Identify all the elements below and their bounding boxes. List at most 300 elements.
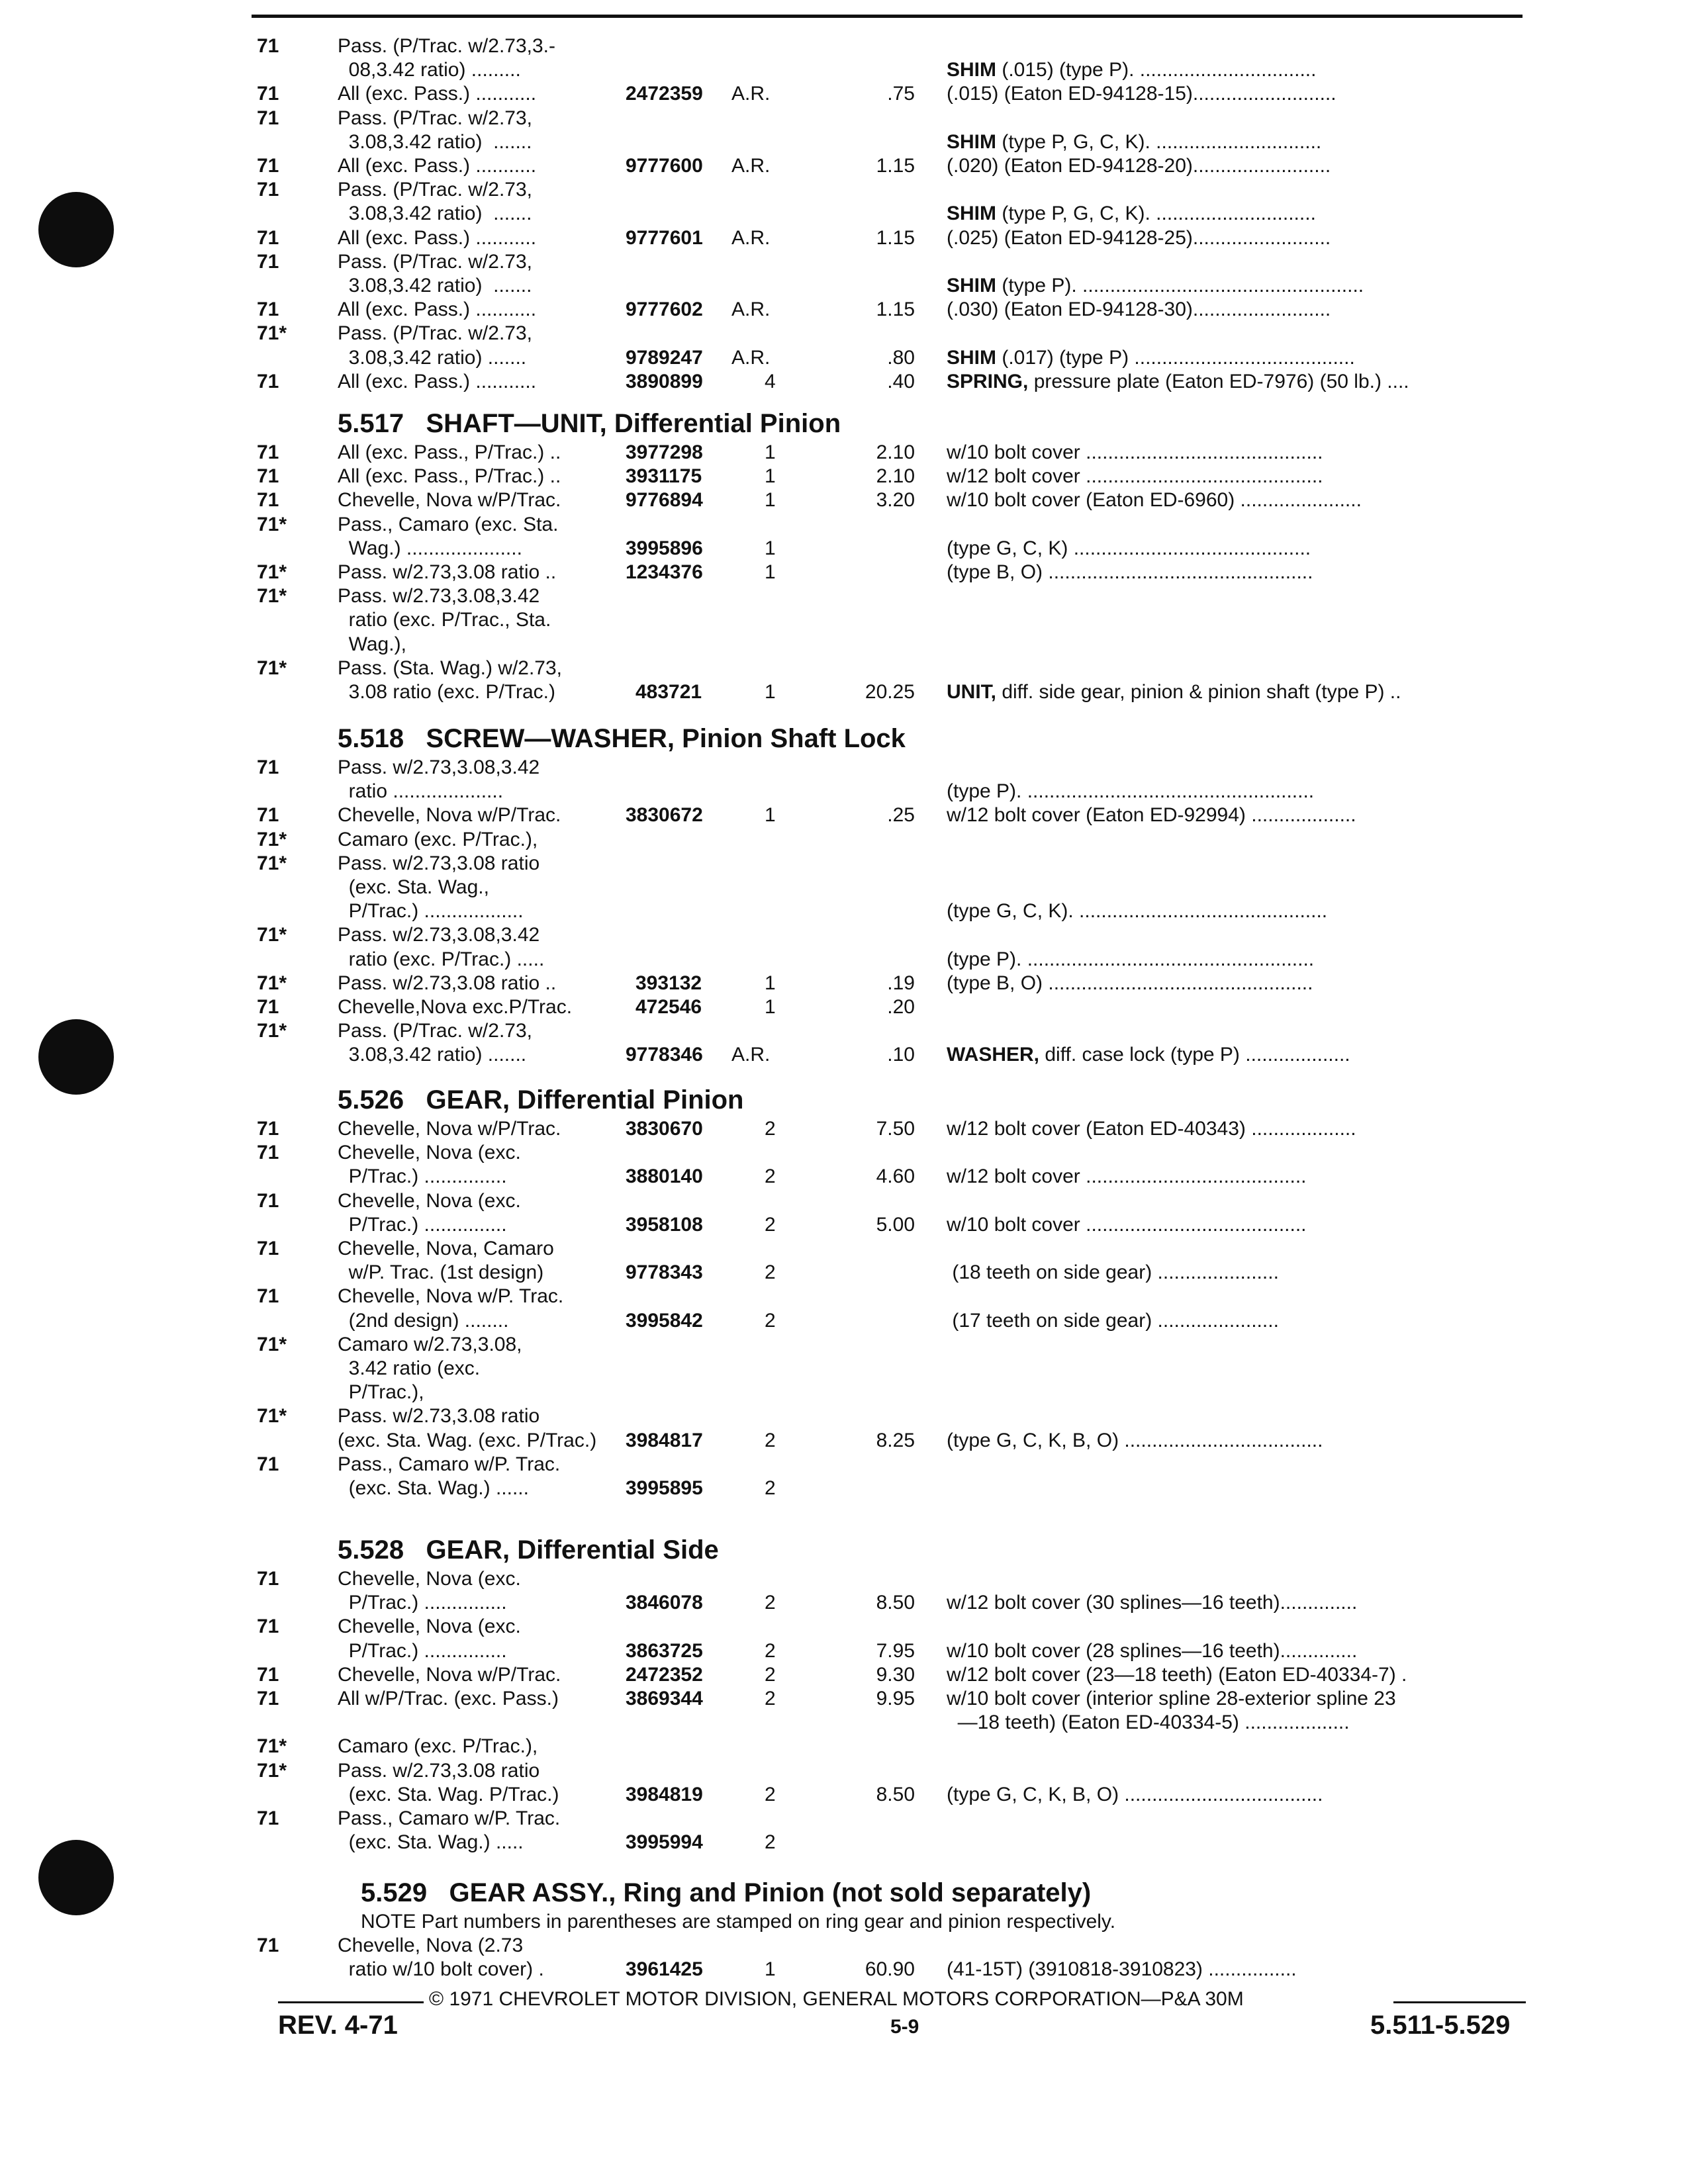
part-spec: w/10 bolt cover ........................................ bbox=[947, 1213, 1307, 1236]
part-spec: (type G, C, K, B, O) .................................... bbox=[947, 1783, 1323, 1805]
part-spec: (type B, O) ................................................ bbox=[947, 972, 1313, 994]
part-description bbox=[947, 488, 1362, 512]
model-year: 71 bbox=[257, 226, 279, 249]
quantity: 1 bbox=[765, 972, 776, 994]
application-text: All (exc. Pass.) ........... bbox=[338, 298, 537, 321]
part-spec: (type G, C, K). ............................................. bbox=[947, 900, 1328, 923]
application-text: ratio (exc. P/Trac.) ..... bbox=[338, 948, 545, 970]
part-description bbox=[947, 1783, 1323, 1807]
quantity: 2 bbox=[765, 1118, 776, 1140]
part-description bbox=[947, 298, 1331, 322]
list-price: 20.25 bbox=[865, 681, 915, 703]
list-price: 4.60 bbox=[876, 1165, 915, 1188]
part-description bbox=[947, 1711, 1350, 1735]
application-text: (exc. Sta. Wag.) ...... bbox=[338, 1477, 529, 1499]
binder-hole bbox=[38, 1019, 114, 1095]
quantity: 1 bbox=[765, 465, 776, 488]
model-year: 71 bbox=[257, 1934, 279, 1957]
model-year: 71 bbox=[257, 804, 279, 827]
application-text: Chevelle, Nova, Camaro bbox=[338, 1238, 554, 1259]
part-spec: w/12 bolt cover (30 splines—16 teeth).............. bbox=[947, 1592, 1358, 1614]
model-year: 71 bbox=[257, 179, 279, 201]
quantity: A.R. bbox=[731, 83, 771, 105]
part-number: 3931175 bbox=[626, 465, 702, 488]
application-text: Pass. (P/Trac. w/2.73, bbox=[338, 322, 532, 345]
part-description bbox=[947, 1663, 1407, 1687]
application-text: Wag.) ..................... bbox=[338, 537, 522, 559]
model-year: 71 bbox=[257, 489, 279, 512]
spacer bbox=[404, 1085, 426, 1115]
application-text: Pass. w/2.73,3.08 ratio bbox=[338, 1759, 540, 1782]
model-year: 71 bbox=[257, 298, 279, 321]
part-spec: (17 teeth on side gear) ...................... bbox=[947, 1309, 1279, 1332]
list-price: 2.10 bbox=[876, 441, 915, 463]
part-name: SPRING, bbox=[947, 370, 1029, 392]
section-number: 5.526 bbox=[338, 1085, 404, 1115]
part-spec: (type P). ................................................... bbox=[996, 275, 1364, 296]
list-price: 9.30 bbox=[876, 1663, 915, 1686]
part-description bbox=[947, 1043, 1350, 1067]
part-number: 3846078 bbox=[626, 1592, 703, 1614]
section-title: GEAR, Differential Pinion bbox=[426, 1085, 744, 1115]
quantity: A.R. bbox=[731, 155, 771, 177]
quantity: 1 bbox=[765, 561, 776, 583]
quantity: 1 bbox=[765, 1958, 776, 1981]
model-year: 71 bbox=[257, 996, 279, 1018]
model-year: 71* bbox=[257, 852, 287, 874]
part-spec: w/10 bolt cover (interior spline 28-exterior spline 23 bbox=[947, 1688, 1396, 1709]
application-text: Pass. w/2.73,3.08,3.42 bbox=[338, 756, 540, 778]
quantity: 1 bbox=[765, 804, 776, 827]
part-spec: (18 teeth on side gear) ...................... bbox=[947, 1261, 1279, 1284]
application-text: Chevelle, Nova w/P/Trac. bbox=[338, 1118, 561, 1140]
application-text: (exc. Sta. Wag.) ..... bbox=[338, 1831, 524, 1854]
part-spec: (41-15T) (3910818-3910823) ................ bbox=[947, 1958, 1297, 1981]
part-number: 3961425 bbox=[626, 1958, 703, 1981]
list-price: 7.95 bbox=[876, 1639, 915, 1662]
part-number: 3995896 bbox=[626, 537, 703, 559]
part-spec: w/10 bolt cover ........................................... bbox=[947, 441, 1323, 463]
part-description bbox=[947, 1429, 1323, 1453]
model-year: 71 bbox=[257, 107, 279, 129]
part-description bbox=[947, 274, 1364, 298]
part-number: 3984817 bbox=[626, 1429, 703, 1451]
application-text: w/P. Trac. (1st design) bbox=[338, 1261, 544, 1284]
application-text: P/Trac.) .................. bbox=[338, 900, 524, 923]
quantity: 2 bbox=[765, 1639, 776, 1662]
quantity: 2 bbox=[765, 1663, 776, 1686]
spacer bbox=[404, 724, 426, 753]
model-year: 71 bbox=[257, 1453, 279, 1475]
application-text: Pass. w/2.73,3.08 ratio bbox=[338, 1405, 540, 1428]
application-text: Pass. (P/Trac. w/2.73, bbox=[338, 250, 532, 273]
application-text: All (exc. Pass.) ........... bbox=[338, 83, 537, 105]
footer-rule-left bbox=[278, 2001, 424, 2003]
application-text: All (exc. Pass.) ........... bbox=[338, 370, 537, 392]
part-name: SHIM bbox=[947, 203, 996, 225]
part-description bbox=[947, 1165, 1307, 1189]
application-text: P/Trac.) ............... bbox=[338, 1165, 507, 1188]
part-number: 3995895 bbox=[626, 1477, 703, 1499]
section-heading bbox=[338, 724, 906, 753]
application-text: Chevelle, Nova (2.73 bbox=[338, 1934, 524, 1957]
application-text: Pass. w/2.73,3.08 ratio bbox=[338, 852, 540, 874]
section-heading bbox=[361, 1878, 1091, 1907]
part-spec: diff. case lock (type P) ................... bbox=[1039, 1044, 1350, 1066]
list-price: 8.25 bbox=[876, 1429, 915, 1451]
list-price: 8.50 bbox=[876, 1783, 915, 1805]
model-year: 71 bbox=[257, 1568, 279, 1590]
application-text: All (exc. Pass.) ........... bbox=[338, 226, 537, 249]
model-year: 71 bbox=[257, 370, 279, 392]
application-text: ratio (exc. P/Trac., Sta. bbox=[338, 609, 551, 631]
application-text: Chevelle, Nova w/P/Trac. bbox=[338, 804, 561, 827]
application-text: ratio w/10 bolt cover) . bbox=[338, 1958, 544, 1981]
quantity: 2 bbox=[765, 1831, 776, 1854]
part-name: SHIM bbox=[947, 130, 996, 153]
model-year: 71* bbox=[257, 1333, 287, 1355]
application-text: 3.08,3.42 ratio) ....... bbox=[338, 1044, 527, 1066]
part-spec: —18 teeth) (Eaton ED-40334-5) ................... bbox=[947, 1711, 1350, 1734]
model-year: 71 bbox=[257, 155, 279, 177]
quantity: A.R. bbox=[731, 346, 771, 369]
footer-rule-right bbox=[1393, 2001, 1526, 2003]
part-name: WASHER, bbox=[947, 1044, 1040, 1066]
model-year: 71 bbox=[257, 441, 279, 463]
quantity: 2 bbox=[765, 1309, 776, 1332]
application-text: Camaro (exc. P/Trac.), bbox=[338, 1735, 538, 1758]
part-description bbox=[947, 1639, 1357, 1663]
application-text: (exc. Sta. Wag., bbox=[338, 876, 489, 898]
part-spec: (type P, G, C, K). ............................. bbox=[996, 203, 1316, 225]
model-year: 71 bbox=[257, 756, 279, 778]
spacer bbox=[404, 409, 426, 438]
application-text: 3.08 ratio (exc. P/Trac.) bbox=[338, 681, 555, 703]
model-year: 71* bbox=[257, 657, 287, 679]
part-spec: diff. side gear, pinion & pinion shaft (type P) .. bbox=[996, 681, 1401, 703]
model-year: 71* bbox=[257, 1405, 287, 1428]
application-text: P/Trac.) ............... bbox=[338, 1639, 507, 1662]
list-price: 60.90 bbox=[865, 1958, 915, 1981]
model-year: 71* bbox=[257, 513, 287, 535]
application-text: Pass. (Sta. Wag.) w/2.73, bbox=[338, 657, 563, 679]
application-text: Pass. (P/Trac. w/2.73, bbox=[338, 107, 532, 129]
list-price: 8.50 bbox=[876, 1592, 915, 1614]
part-number: 3863725 bbox=[626, 1639, 703, 1662]
model-year: 71 bbox=[257, 1663, 279, 1686]
model-year: 71 bbox=[257, 250, 279, 273]
list-price: .19 bbox=[887, 972, 915, 994]
model-year: 71* bbox=[257, 828, 287, 850]
part-number: 3869344 bbox=[626, 1688, 703, 1709]
part-spec: w/12 bolt cover (Eaton ED-92994) ................... bbox=[947, 804, 1356, 827]
list-price: .20 bbox=[887, 996, 915, 1018]
part-spec: (.025) (Eaton ED-94128-25)......................... bbox=[947, 226, 1331, 249]
revision-label: REV. 4-71 bbox=[278, 2011, 398, 2040]
part-spec: w/10 bolt cover (28 splines—16 teeth).............. bbox=[947, 1639, 1358, 1662]
binder-hole bbox=[38, 1840, 114, 1915]
part-description bbox=[947, 780, 1314, 803]
section-title: GEAR ASSY., Ring and Pinion (not sold separately) bbox=[449, 1878, 1092, 1907]
section-heading bbox=[338, 409, 841, 438]
model-year: 71 bbox=[257, 1189, 279, 1212]
part-spec: (type P). .................................................... bbox=[947, 780, 1315, 803]
part-description bbox=[947, 948, 1314, 972]
quantity: 2 bbox=[765, 1429, 776, 1451]
application-text: 08,3.42 ratio) ......... bbox=[338, 59, 521, 81]
application-text: 3.08,3.42 ratio) ....... bbox=[338, 346, 527, 369]
part-description bbox=[947, 441, 1323, 465]
model-year: 71 bbox=[257, 83, 279, 105]
part-spec: pressure plate (Eaton ED-7976) (50 lb.) .... bbox=[1028, 370, 1409, 392]
application-text: (2nd design) ........ bbox=[338, 1309, 509, 1332]
application-text: Chevelle, Nova w/P. Trac. bbox=[338, 1285, 564, 1308]
application-text: 3.08,3.42 ratio) ....... bbox=[338, 130, 532, 153]
part-number: 3977298 bbox=[626, 441, 703, 463]
part-number: 9777601 bbox=[626, 226, 703, 249]
part-spec: (.020) (Eaton ED-94128-20)......................... bbox=[947, 155, 1331, 177]
model-year: 71* bbox=[257, 924, 287, 946]
application-text: Camaro w/2.73,3.08, bbox=[338, 1333, 522, 1355]
application-text: All (exc. Pass.) ........... bbox=[338, 155, 537, 177]
quantity: 2 bbox=[765, 1688, 776, 1709]
application-text: (exc. Sta. Wag. (exc. P/Trac.) bbox=[338, 1429, 597, 1451]
part-spec: (.030) (Eaton ED-94128-30)......................... bbox=[947, 298, 1331, 321]
spacer bbox=[427, 1878, 449, 1907]
application-text: Pass. w/2.73,3.08,3.42 bbox=[338, 924, 540, 946]
quantity: A.R. bbox=[731, 226, 771, 249]
section-title: GEAR, Differential Side bbox=[426, 1535, 719, 1565]
part-description bbox=[947, 803, 1356, 827]
model-year: 71 bbox=[257, 1615, 279, 1638]
quantity: A.R. bbox=[731, 1044, 771, 1066]
part-number: 3958108 bbox=[626, 1213, 703, 1236]
part-number: 2472359 bbox=[626, 83, 703, 105]
part-number: 9777600 bbox=[626, 155, 703, 177]
section-range: 5.511-5.529 bbox=[1370, 2011, 1511, 2040]
part-description bbox=[947, 1213, 1307, 1237]
model-year: 71* bbox=[257, 1020, 287, 1042]
part-name: SHIM bbox=[947, 275, 996, 296]
part-description bbox=[947, 130, 1321, 154]
application-text: Camaro (exc. P/Trac.), bbox=[338, 828, 538, 850]
quantity: 2 bbox=[765, 1165, 776, 1188]
section-heading bbox=[338, 1535, 719, 1565]
part-number: 3830670 bbox=[626, 1118, 703, 1140]
model-year: 71 bbox=[257, 35, 279, 57]
part-description bbox=[947, 972, 1313, 995]
model-year: 71* bbox=[257, 972, 287, 994]
model-year: 71 bbox=[257, 1285, 279, 1308]
part-description bbox=[947, 1687, 1396, 1711]
section-title: SHAFT—UNIT, Differential Pinion bbox=[426, 409, 841, 438]
application-text: Chevelle, Nova (exc. bbox=[338, 1142, 521, 1164]
part-number: 9776894 bbox=[626, 489, 703, 512]
part-number: 9778346 bbox=[626, 1044, 703, 1066]
quantity: 4 bbox=[765, 370, 776, 392]
quantity: 2 bbox=[765, 1783, 776, 1805]
quantity: 2 bbox=[765, 1261, 776, 1284]
model-year: 71* bbox=[257, 322, 287, 345]
part-number: 472546 bbox=[635, 996, 702, 1018]
quantity: 2 bbox=[765, 1213, 776, 1236]
model-year: 71 bbox=[257, 1238, 279, 1259]
application-text: P/Trac.) ............... bbox=[338, 1213, 507, 1236]
quantity: A.R. bbox=[731, 298, 771, 321]
list-price: 7.50 bbox=[876, 1118, 915, 1140]
part-number: 9778343 bbox=[626, 1261, 703, 1284]
list-price: 9.95 bbox=[876, 1688, 915, 1709]
part-number: 2472352 bbox=[626, 1663, 703, 1686]
part-description bbox=[947, 465, 1323, 488]
part-spec: (.017) (type P) ........................................ bbox=[996, 346, 1355, 369]
application-text: ratio .................... bbox=[338, 780, 504, 803]
application-text: Pass. (P/Trac. w/2.73, bbox=[338, 179, 532, 201]
application-text: All (exc. Pass., P/Trac.) .. bbox=[338, 465, 561, 488]
part-name: UNIT, bbox=[947, 681, 996, 703]
part-name: SHIM bbox=[947, 59, 996, 81]
part-spec: (type P). .................................................... bbox=[947, 948, 1315, 970]
part-spec: w/12 bolt cover (23—18 teeth) (Eaton ED-40334-7) . bbox=[947, 1663, 1407, 1686]
list-price: 2.10 bbox=[876, 465, 915, 488]
copyright-line: © 1971 CHEVROLET MOTOR DIVISION, GENERAL MOTORS CORPORATION—P&A 30M bbox=[429, 1988, 1244, 2010]
model-year: 71 bbox=[257, 465, 279, 488]
section-number: 5.518 bbox=[338, 724, 404, 753]
section-title: SCREW—WASHER, Pinion Shaft Lock bbox=[426, 724, 906, 753]
part-description bbox=[947, 1591, 1357, 1615]
model-year: 71 bbox=[257, 1807, 279, 1829]
part-description bbox=[947, 561, 1313, 584]
application-text: 3.08,3.42 ratio) ....... bbox=[338, 275, 532, 296]
part-description bbox=[947, 1117, 1356, 1141]
part-number: 393132 bbox=[635, 972, 702, 994]
application-text: Pass. (P/Trac. w/2.73,3.- bbox=[338, 35, 555, 57]
part-description bbox=[947, 82, 1336, 106]
part-number: 3995994 bbox=[626, 1831, 703, 1854]
part-number: 3995842 bbox=[626, 1309, 703, 1332]
application-text: Pass. w/2.73,3.08 ratio .. bbox=[338, 972, 557, 994]
part-spec: (.015) (Eaton ED-94128-15).......................... bbox=[947, 83, 1336, 105]
part-description bbox=[947, 154, 1331, 178]
list-price: .10 bbox=[887, 1044, 915, 1066]
quantity: 1 bbox=[765, 537, 776, 559]
part-name: SHIM bbox=[947, 346, 996, 369]
section-note: NOTE Part numbers in parentheses are stamped on ring gear and pinion respectively. bbox=[361, 1911, 1116, 1933]
part-spec: (type G, C, K) ........................................... bbox=[947, 537, 1311, 559]
part-spec: w/10 bolt cover (Eaton ED-6960) ...................... bbox=[947, 489, 1362, 512]
part-spec: w/12 bolt cover ........................................... bbox=[947, 465, 1323, 488]
part-spec: (type G, C, K, B, O) .................................... bbox=[947, 1429, 1323, 1451]
application-text: Chevelle, Nova w/P/Trac. bbox=[338, 1663, 561, 1686]
application-text: Wag.), bbox=[338, 633, 406, 655]
application-text: Pass., Camaro w/P. Trac. bbox=[338, 1807, 561, 1829]
application-text: All (exc. Pass., P/Trac.) .. bbox=[338, 441, 561, 463]
part-description bbox=[947, 1261, 1279, 1285]
part-spec: w/12 bolt cover ........................................ bbox=[947, 1165, 1307, 1188]
part-number: 9777602 bbox=[626, 298, 703, 321]
model-year: 71 bbox=[257, 1142, 279, 1164]
part-description bbox=[947, 226, 1331, 250]
part-description bbox=[947, 680, 1401, 704]
part-number: 3830672 bbox=[626, 804, 703, 827]
application-text: Pass. w/2.73,3.08,3.42 bbox=[338, 585, 540, 608]
part-description bbox=[947, 202, 1316, 226]
binder-hole bbox=[38, 192, 114, 267]
model-year: 71* bbox=[257, 1735, 287, 1758]
part-spec: (.015) (type P). ................................ bbox=[996, 59, 1317, 81]
quantity: 2 bbox=[765, 1592, 776, 1614]
quantity: 1 bbox=[765, 489, 776, 512]
part-spec: (type B, O) ................................................ bbox=[947, 561, 1313, 583]
application-text: (exc. Sta. Wag. P/Trac.) bbox=[338, 1783, 559, 1805]
application-text: P/Trac.) ............... bbox=[338, 1592, 507, 1614]
list-price: .40 bbox=[887, 370, 915, 392]
part-number: 1234376 bbox=[626, 561, 703, 583]
application-text: Chevelle, Nova (exc. bbox=[338, 1568, 521, 1590]
section-number: 5.528 bbox=[338, 1535, 404, 1565]
section-number: 5.529 bbox=[361, 1878, 428, 1907]
application-text: All w/P/Trac. (exc. Pass.) bbox=[338, 1688, 559, 1709]
list-price: .80 bbox=[887, 346, 915, 369]
quantity: 1 bbox=[765, 681, 776, 703]
list-price: .75 bbox=[887, 83, 915, 105]
application-text: Pass. (P/Trac. w/2.73, bbox=[338, 1020, 532, 1042]
part-number: 3880140 bbox=[626, 1165, 703, 1188]
section-heading bbox=[338, 1085, 744, 1115]
part-number: 3984819 bbox=[626, 1783, 703, 1805]
application-text: Pass., Camaro w/P. Trac. bbox=[338, 1453, 561, 1475]
part-description bbox=[947, 370, 1409, 394]
part-number: 9789247 bbox=[626, 346, 703, 369]
list-price: 5.00 bbox=[876, 1213, 915, 1236]
part-description bbox=[947, 899, 1327, 923]
model-year: 71* bbox=[257, 1759, 287, 1782]
part-description bbox=[947, 1958, 1297, 1981]
quantity: 2 bbox=[765, 1477, 776, 1499]
part-number: 483721 bbox=[635, 681, 702, 703]
quantity: 1 bbox=[765, 996, 776, 1018]
quantity: 1 bbox=[765, 441, 776, 463]
part-description bbox=[947, 1309, 1279, 1333]
application-text: Pass., Camaro (exc. Sta. bbox=[338, 513, 559, 535]
application-text: Chevelle, Nova (exc. bbox=[338, 1615, 521, 1638]
part-number: 3890899 bbox=[626, 370, 703, 392]
part-description bbox=[947, 537, 1311, 561]
model-year: 71 bbox=[257, 1118, 279, 1140]
application-text: Chevelle,Nova exc.P/Trac. bbox=[338, 996, 573, 1018]
model-year: 71 bbox=[257, 1688, 279, 1709]
list-price: 1.15 bbox=[876, 155, 915, 177]
section-number: 5.517 bbox=[338, 409, 404, 438]
application-text: Chevelle, Nova (exc. bbox=[338, 1189, 521, 1212]
list-price: 3.20 bbox=[876, 489, 915, 512]
page-number: 5-9 bbox=[890, 2016, 919, 2038]
application-text: P/Trac.), bbox=[338, 1381, 424, 1404]
application-text: 3.42 ratio (exc. bbox=[338, 1357, 481, 1379]
model-year: 71* bbox=[257, 561, 287, 583]
spacer bbox=[404, 1535, 426, 1565]
part-spec: (type P, G, C, K). .............................. bbox=[996, 130, 1322, 153]
model-year: 71* bbox=[257, 585, 287, 608]
top-rule bbox=[252, 15, 1523, 18]
part-spec: w/12 bolt cover (Eaton ED-40343) ................... bbox=[947, 1118, 1356, 1140]
application-text: 3.08,3.42 ratio) ....... bbox=[338, 203, 532, 225]
application-text: Pass. w/2.73,3.08 ratio .. bbox=[338, 561, 557, 583]
part-description bbox=[947, 58, 1316, 82]
list-price: 1.15 bbox=[876, 298, 915, 321]
part-description bbox=[947, 346, 1355, 370]
application-text: Chevelle, Nova w/P/Trac. bbox=[338, 489, 561, 512]
